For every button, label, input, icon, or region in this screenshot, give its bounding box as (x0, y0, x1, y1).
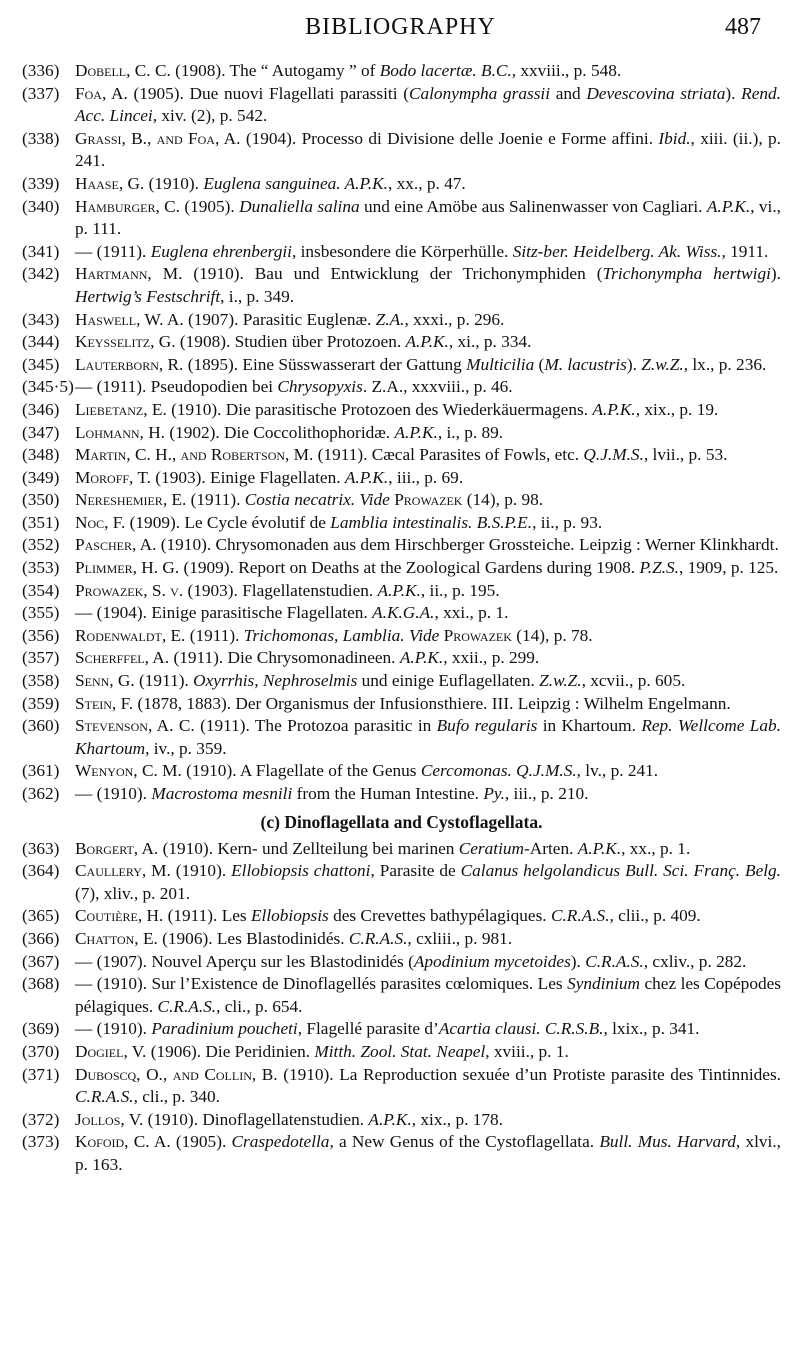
entry-italic-text: Sitz-ber. Heidelberg. Ak. Wiss. (512, 241, 722, 261)
bibliography-entry (22, 602, 781, 625)
bibliography-entry (22, 422, 781, 445)
entry-text: (1895). Eine Süsswasserart der Gattung (183, 354, 467, 374)
entry-author: — (75, 1019, 93, 1039)
entry-italic-text: Bull. Mus. Harvard (599, 1132, 736, 1152)
bibliography-entry (22, 354, 781, 377)
entry-number: (349) (22, 467, 60, 487)
entry-text: (1905). (180, 196, 240, 216)
entry-text: , lxix., p. 341. (603, 1019, 700, 1039)
entry-text: , xxi., p. 1. (434, 603, 509, 623)
entry-text: (1903). Einige Flagellaten. (150, 467, 345, 487)
entry-text: (1908). The “ Autogamy ” of (170, 61, 380, 80)
bibliography-entry (22, 1064, 781, 1109)
bibliography-entry (22, 376, 781, 399)
entry-text: , lvii., p. 53. (643, 445, 728, 465)
entry-text: und eine Amöbe aus Salinenwasser von Cagliari. (359, 196, 707, 216)
entry-text: (1878, 1883). Der Organismus der Infusionsthiere. III. Leipzig : Wilhelm Engelmann. (133, 693, 731, 713)
entry-italic-text: A.P.K. (394, 422, 438, 442)
entry-number: (356) (22, 625, 60, 645)
bibliography-entry (22, 693, 781, 716)
entry-text: , xiii. (ii.), p. 241. (75, 128, 781, 171)
bibliography-entry (22, 331, 781, 354)
entry-author: Senn, G. (75, 671, 135, 691)
entry-author: Noc, F. (75, 512, 126, 532)
entry-number: (337) (22, 83, 60, 103)
entry-number: (359) (22, 693, 60, 713)
entry-italic-text: Mitth. Zool. Stat. Neapel (314, 1041, 486, 1061)
entry-italic-text: Q.J.M.S. (583, 445, 644, 465)
entry-text: (1911). Les (163, 906, 251, 926)
entry-italic-text: Dunaliella salina (239, 196, 360, 216)
bibliography-entry (22, 1018, 781, 1041)
bibliography-entry (22, 860, 781, 905)
entry-italic-text: A.P.K. (344, 467, 389, 487)
entry-author: Kofoid, C. A. (75, 1132, 171, 1152)
bibliography-entry (22, 263, 781, 308)
entry-number: (373) (22, 1132, 60, 1152)
entry-text: , cli., p. 340. (133, 1087, 220, 1107)
entry-italic-text: Paradinium poucheti (151, 1019, 298, 1039)
entry-author: Dogiel, V. (75, 1041, 147, 1061)
entry-text: (1904). Processo di Divisione delle Joenie e Forme affini. (240, 128, 659, 148)
entry-text: , xx., p. 47. (387, 173, 466, 193)
entry-number: (354) (22, 580, 60, 600)
entries-before-section (22, 60, 781, 806)
entry-text: (1906). Les Blastodinidés. (157, 928, 349, 948)
entry-text: (1910). (92, 1019, 152, 1039)
entry-number: (344) (22, 332, 60, 352)
entry-text: ). (770, 264, 781, 284)
entry-italic-text: Syndinium (567, 974, 641, 994)
entry-italic-text: Multicilia (466, 354, 535, 374)
entry-italic-text: Apodinium mycetoides (413, 951, 571, 971)
entry-number: (358) (22, 671, 60, 691)
entry-italic-text: A.P.K. (577, 838, 622, 858)
entry-text: , cxliv., p. 282. (643, 951, 747, 971)
bibliography-entry (22, 467, 781, 490)
entry-italic-text: Bufo regularis (436, 716, 538, 736)
entry-text: ( (534, 354, 545, 374)
entry-text: (1903). Flagellatenstudien. (183, 580, 378, 600)
entry-text: -Arten. (524, 838, 578, 858)
entry-text: , xcvii., p. 605. (581, 671, 686, 691)
entry-italic-text: Z.w.Z. (641, 354, 684, 374)
entry-number: (365) (22, 906, 60, 926)
entry-number: (352) (22, 535, 60, 555)
entry-italic-text: Cercomonas. Q.J.M.S. (420, 761, 577, 781)
entry-italic-text: A.K.G.A. (372, 603, 435, 623)
entry-number: (362) (22, 784, 60, 803)
entry-text: (1905). (170, 1132, 232, 1152)
entry-number: (363) (22, 838, 60, 858)
entry-author: Hamburger, C. (75, 196, 181, 216)
entry-text: , vi., p. 111. (75, 196, 781, 239)
entry-number: (368) (22, 974, 60, 994)
entry-text: ). (725, 83, 742, 103)
entry-italic-text: Z.A. (375, 309, 405, 329)
bibliography-entry (22, 128, 781, 173)
entry-number: (348) (22, 445, 60, 465)
entry-author: Dobell, C. C. (75, 61, 171, 80)
entry-author: Caullery, M. (75, 861, 171, 881)
bibliography-entry (22, 83, 781, 128)
entry-text: ). (570, 951, 586, 971)
entry-text: , xxxi., p. 296. (404, 309, 505, 329)
entry-number: (369) (22, 1019, 60, 1039)
entry-number: (360) (22, 716, 60, 736)
entry-author: Liebetanz, E. (75, 399, 167, 419)
entry-number: (340) (22, 196, 60, 216)
entry-text: (1911). The Protozoa parasitic in (194, 716, 437, 736)
entry-italic-text: Euglena ehrenbergii (150, 241, 292, 261)
bibliography-entry (22, 905, 781, 928)
entry-author: Plimmer, H. G. (75, 558, 180, 578)
entry-author: — (75, 951, 93, 971)
entry-italic-text: C.R.A.S. (550, 906, 610, 926)
bibliography-entry (22, 60, 781, 83)
entry-author: Nereshemier, E. (75, 490, 187, 510)
entry-author: Grassi, B., and Foa, A. (75, 128, 241, 148)
entry-text: . Z.A., xxxviii., p. 46. (362, 377, 513, 397)
entry-italic-text: Oxyrrhis, Nephroselmis (193, 671, 358, 691)
entry-italic-text: A.P.K. (377, 580, 421, 600)
entry-author: Stein, F. (75, 693, 134, 713)
bibliography-entry (22, 951, 781, 974)
entry-text: ). (626, 354, 642, 374)
entry-italic-text: C.R.A.S. (585, 951, 644, 971)
entry-text: (7), xliv., p. 201. (75, 883, 191, 903)
bibliography-entry (22, 489, 781, 512)
entry-italic-text: Hertwig’s Festschrift (75, 286, 221, 306)
bibliography-entry (22, 534, 781, 557)
entry-text: , iv., p. 359. (145, 738, 227, 758)
bibliography-entry (22, 625, 781, 648)
entry-author: Prowazek, S. v. (75, 580, 184, 600)
entry-text: (1911). Pseudopodien bei (92, 377, 278, 397)
entry-text: , lx., p. 236. (683, 354, 767, 374)
entry-author: Chatton, E. (75, 928, 158, 948)
entry-author: Foa, A. (75, 83, 128, 103)
entry-number: (336) (22, 61, 60, 80)
entry-italic-text: Ellobiopsis chattoni (231, 861, 371, 881)
page-number: 487 (725, 14, 761, 40)
bibliography-entry (22, 512, 781, 535)
entry-reference-author: Prowazek (443, 625, 512, 645)
bibliography-entry (22, 973, 781, 1018)
entry-text: , 1909, p. 125. (678, 558, 779, 578)
entry-number: (361) (22, 761, 60, 781)
entry-author: — (75, 974, 93, 994)
bibliography-entry (22, 173, 781, 196)
entry-number: (355) (22, 603, 60, 623)
entry-italic-text: Trichomonas, Lamblia. Vide (243, 625, 440, 645)
entry-italic-text: Ceratium (458, 838, 525, 858)
entry-italic-text: A.P.K. (399, 648, 444, 668)
entry-author: Coutière, H. (75, 906, 164, 926)
entry-text: , xi., p. 334. (448, 332, 532, 352)
entry-author: — (75, 377, 93, 397)
entry-author: Martin, C. H., and Robertson, M. (75, 445, 314, 465)
entry-text: (1910). Kern- und Zellteilung bei marinen (158, 838, 459, 858)
entry-number: (370) (22, 1041, 60, 1061)
entry-number: (371) (22, 1064, 60, 1084)
entry-text: (14), p. 78. (511, 625, 593, 645)
entry-number: (347) (22, 422, 60, 442)
entry-italic-text: Rend. Acc. Lincei (75, 83, 781, 126)
entry-text: (1911). (186, 490, 245, 510)
entry-text: chez les Copépodes pélagiques. (75, 974, 782, 1016)
bibliography-entry (22, 670, 781, 693)
entry-text: , ii., p. 93. (532, 512, 603, 532)
bibliography-entry (22, 1109, 781, 1132)
entry-number: (339) (22, 173, 60, 193)
entry-italic-text: Rep. Wellcome Lab. Khartoum (75, 716, 781, 758)
entry-number: (366) (22, 928, 60, 948)
entry-italic-text: Ellobiopsis (250, 906, 329, 926)
entry-author: — (75, 241, 93, 261)
entry-text: from the Human Intestine. (292, 784, 484, 803)
entry-text: , xlvi., p. 163. (75, 1132, 781, 1174)
entry-text: (1905). Due nuovi Flagellati parassiti ( (127, 83, 409, 103)
entry-reference-author: Prowazek (394, 490, 463, 510)
entry-text: (14), p. 98. (462, 490, 544, 510)
entry-author: Haswell, W. A. (75, 309, 184, 329)
entry-italic-text: C.R.A.S. (157, 996, 217, 1016)
entry-text: (1909). Le Cycle évolutif de (125, 512, 331, 532)
bibliography-entry (22, 1131, 781, 1176)
entry-text: , lv., p. 241. (576, 761, 659, 781)
entry-author: Borgert, A. (75, 838, 159, 858)
entry-italic-text: Ibid. (658, 128, 691, 148)
entry-author: — (75, 784, 93, 803)
entry-italic-text: Devescovina striata (586, 83, 726, 103)
entry-number: (345·5) (22, 377, 74, 397)
entry-author: Haase, G. (75, 173, 145, 193)
entry-text: (1910). (92, 784, 152, 803)
entry-author: Moroff, T. (75, 467, 151, 487)
entry-text: , insbesondere die Körperhülle. (291, 241, 513, 261)
bibliography-entry (22, 196, 781, 241)
entry-author: Pascher, A. (75, 535, 157, 555)
bibliography-entry (22, 309, 781, 332)
entry-text: , xxii., p. 299. (443, 648, 540, 668)
entry-text: and (550, 83, 587, 103)
entry-italic-text: Calonympha grassii (408, 83, 551, 103)
entry-italic-text: A.P.K. (706, 196, 751, 216)
entry-text: (1911). Cæcal Parasites of Fowls, etc. (313, 445, 584, 465)
entry-author: Wenyon, C. M. (75, 761, 182, 781)
entry-text: (1910). (144, 173, 204, 193)
entries-after-section (22, 838, 781, 1177)
entry-text: , clii., p. 409. (609, 906, 701, 926)
entry-text: , xix., p. 19. (635, 399, 719, 419)
entry-italic-text: C.R.A.S. (75, 1087, 134, 1107)
entry-author: Rodenwaldt, E. (75, 625, 186, 645)
entry-text: (1910). Chrysomonaden aus dem Hirschberger Grossteiche. Leipzig : Werner Klinkhardt. (156, 535, 779, 555)
bibliography-entry (22, 580, 781, 603)
entry-text: (1907). Parasitic Euglenæ. (183, 309, 376, 329)
entry-italic-text: A.P.K. (368, 1109, 412, 1129)
running-header (40, 14, 761, 48)
entry-text: (1911). (134, 671, 194, 691)
entry-text: (1910). La Reproduction sexuée d’un Protiste parasite des Tintinnides. (277, 1064, 782, 1084)
entry-text: (1910). Die parasitische Protozoen des Wiederkäuermagens. (166, 399, 593, 419)
entry-italic-text: Acartia clausi. C.R.S.B. (438, 1019, 604, 1039)
bibliography-list (22, 60, 781, 1177)
entry-number: (367) (22, 951, 60, 971)
entry-text: (1909). Report on Deaths at the Zoological Gardens during 1908. (179, 558, 640, 578)
entry-text: , ii., p. 195. (420, 580, 500, 600)
entry-text: , 1911. (721, 241, 769, 261)
entry-number: (364) (22, 861, 60, 881)
bibliography-entry (22, 783, 781, 806)
entry-author: Lohmann, H. (75, 422, 165, 442)
entry-italic-text: Calanus helgolandicus Bull. Sci. Franç. Belg. (460, 861, 782, 881)
entry-text: , i., p. 89. (437, 422, 504, 442)
entry-italic-text: P.Z.S. (639, 558, 679, 578)
entry-text: , Parasite de (370, 861, 461, 881)
entry-text: , xxviii., p. 548. (511, 61, 622, 80)
entry-text: (1908). Studien über Protozoen. (175, 332, 406, 352)
entry-text: (1910). Bau und Entwicklung der Trichonymphiden ( (182, 264, 603, 284)
entry-number: (350) (22, 490, 60, 510)
entry-text: , a New Genus of the Cystoflagellata. (329, 1132, 600, 1152)
entry-text: , iii., p. 69. (388, 467, 464, 487)
entry-number: (353) (22, 558, 60, 578)
entry-italic-text: Chrysopyxis (277, 377, 363, 397)
bibliography-entry (22, 838, 781, 861)
entry-text: (1904). Einige parasitische Flagellaten. (92, 603, 373, 623)
entry-italic-text: Z.w.Z. (539, 671, 582, 691)
entry-text: (1910). (170, 861, 232, 881)
entry-text: , xix., p. 178. (411, 1109, 503, 1129)
entry-italic-text: C.R.A.S. (348, 928, 408, 948)
entry-text: und einige Euflagellaten. (357, 671, 540, 691)
bibliography-entry (22, 760, 781, 783)
entry-text: (1902). Die Coccolithophoridæ. (165, 422, 395, 442)
entry-number: (345) (22, 354, 60, 374)
entry-text: , i., p. 349. (220, 286, 295, 306)
entry-text: , cxliii., p. 981. (407, 928, 513, 948)
bibliography-entry (22, 399, 781, 422)
entry-italic-text: M. lacustris (544, 354, 627, 374)
entry-italic-text: A.P.K. (592, 399, 636, 419)
bibliography-entry (22, 557, 781, 580)
entry-author: — (75, 603, 93, 623)
entry-author: Stevenson, A. C. (75, 716, 195, 736)
bibliography-entry (22, 715, 781, 760)
entry-italic-text: Craspedotella (231, 1132, 330, 1152)
entry-italic-text: Py. (483, 784, 505, 803)
entry-italic-text: Euglena sanguinea. A.P.K. (203, 173, 388, 193)
section-heading: (c) Dinoflagellata and Cystoflagellata. (260, 811, 543, 832)
page-title: BIBLIOGRAPHY (305, 14, 496, 40)
entry-italic-text: Macrostoma mesnili (151, 784, 293, 803)
entry-text: (1911). Die Chrysomonadineen. (169, 648, 400, 668)
entry-text: (1910). Dinoflagellatenstudien. (143, 1109, 369, 1129)
entry-number: (346) (22, 399, 60, 419)
entry-text: , iii., p. 210. (504, 784, 589, 803)
entry-text: (1910). A Flagellate of the Genus (181, 761, 421, 781)
entry-italic-text: Costia necatrix. Vide (244, 490, 390, 510)
entry-text: in Khartoum. (537, 716, 642, 736)
entry-text: , cli., p. 654. (216, 996, 303, 1016)
entry-text: (1911). (185, 625, 244, 645)
bibliography-entry (22, 241, 781, 264)
entry-author: Jollos, V. (75, 1109, 144, 1129)
entry-text: , xx., p. 1. (621, 838, 691, 858)
entry-italic-text: Lamblia intestinalis. B.S.P.E. (330, 512, 533, 532)
entry-text: (1910). Sur l’Existence de Dinoflagellés parasites cœlomiques. Les (92, 974, 568, 994)
bibliography-entry (22, 928, 781, 951)
entry-text: des Crevettes bathypélagiques. (328, 906, 551, 926)
entry-text: , Flagellé parasite d’ (297, 1019, 439, 1039)
entry-text: (1906). Die Peridinien. (146, 1041, 315, 1061)
entry-number: (357) (22, 648, 60, 668)
bibliography-entry (22, 1041, 781, 1064)
entry-author: Lauterborn, R. (75, 354, 184, 374)
entry-italic-text: Trichonympha hertwigi (602, 264, 771, 284)
entry-number: (372) (22, 1109, 60, 1129)
entry-italic-text: A.P.K. (405, 332, 449, 352)
entry-text: , xiv. (2), p. 542. (152, 106, 268, 126)
entry-text: (1907). Nouvel Aperçu sur les Blastodinidés ( (92, 951, 414, 971)
bibliography-entry (22, 647, 781, 670)
entry-author: Hartmann, M. (75, 264, 183, 284)
entry-italic-text: Bodo lacertæ. B.C. (379, 61, 512, 80)
entry-number: (341) (22, 241, 60, 261)
entry-author: Duboscq, O., and Collin, B. (75, 1064, 278, 1084)
bibliography-entry (22, 444, 781, 467)
entry-number: (351) (22, 512, 60, 532)
entry-number: (338) (22, 128, 60, 148)
entry-author: Keysselitz, G. (75, 332, 176, 352)
entry-number: (343) (22, 309, 60, 329)
entry-author: Scherffel, A. (75, 648, 170, 668)
entry-text: (1911). (92, 241, 151, 261)
entry-text: , xviii., p. 1. (485, 1041, 569, 1061)
entry-number: (342) (22, 264, 60, 284)
